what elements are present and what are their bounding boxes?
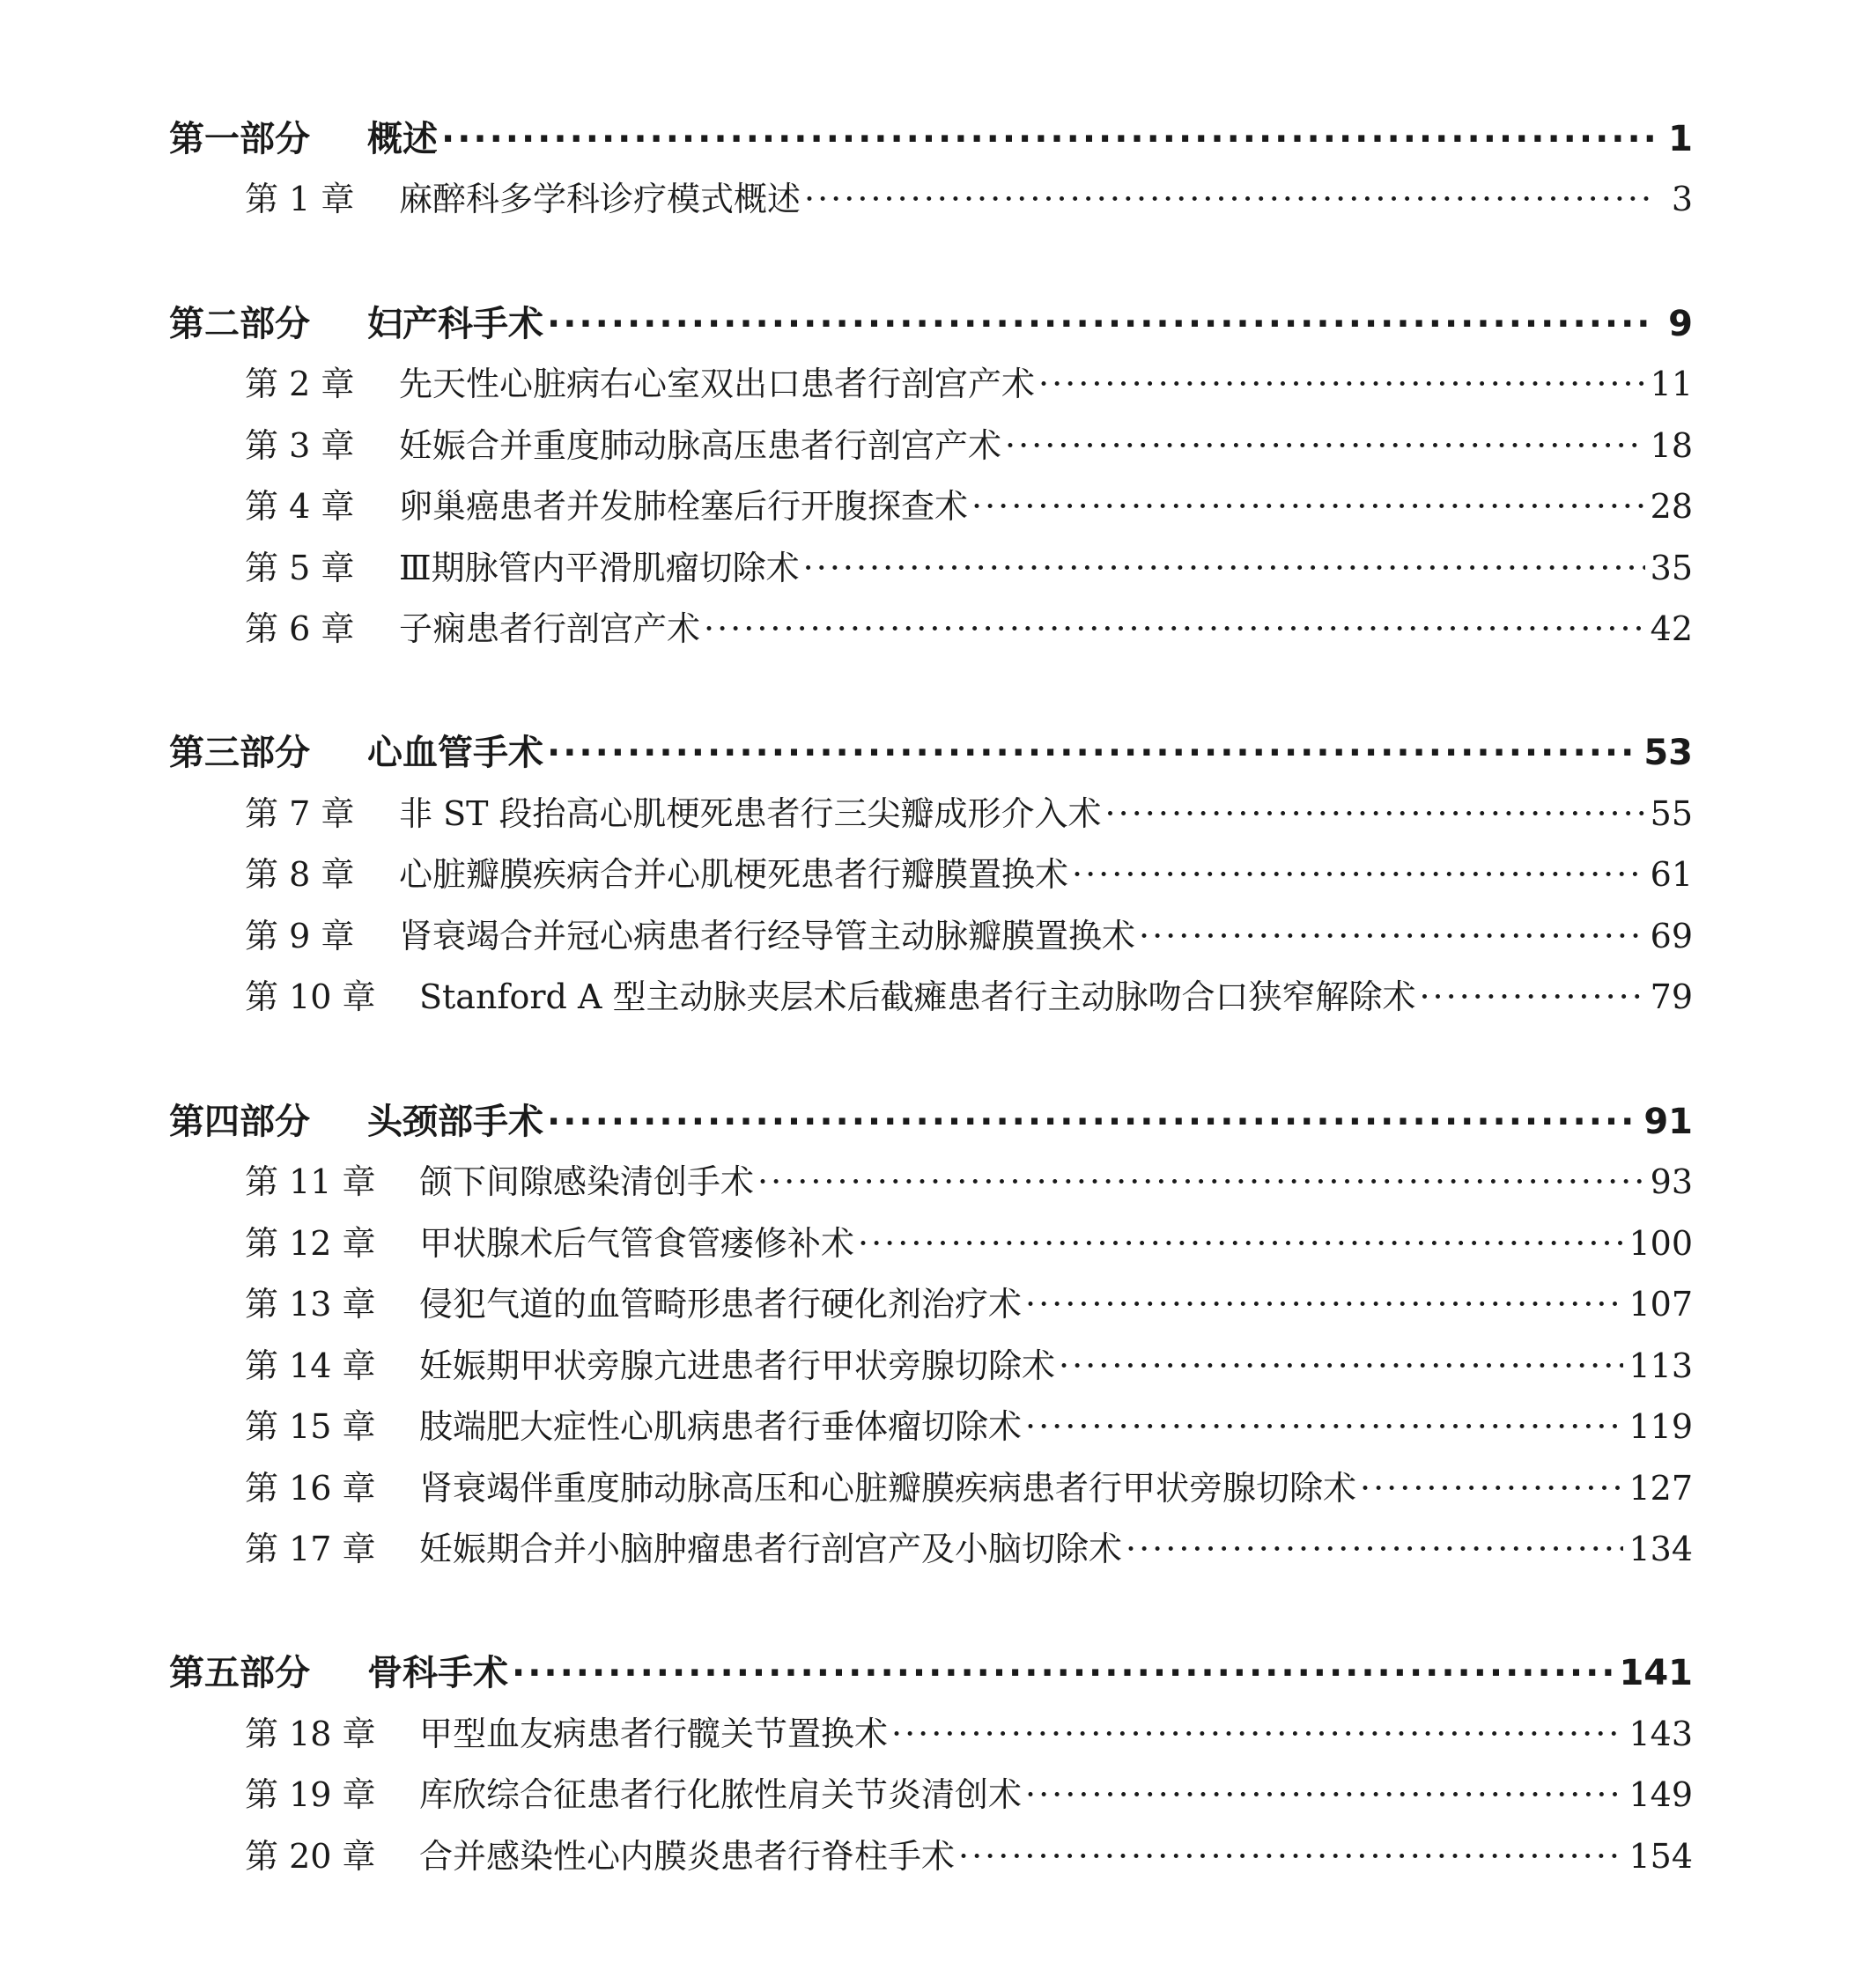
part-title: 妇产科手术 xyxy=(367,304,543,344)
toc-chapter-8[interactable] xyxy=(245,847,1693,896)
dot-leader xyxy=(547,304,1656,344)
dot-leader xyxy=(971,487,1645,526)
part-title: 概述 xyxy=(367,119,438,159)
toc-chapter-17[interactable] xyxy=(245,1522,1693,1571)
part-label: 第一部分 xyxy=(169,119,310,159)
chapter-title: 甲状腺术后气管食管瘘修补术 xyxy=(419,1224,855,1263)
page-number: 55 xyxy=(1650,794,1693,833)
chapter-title: 肢端肥大症性心肌病患者行垂体瘤切除术 xyxy=(419,1407,1023,1446)
dot-leader xyxy=(1005,426,1645,465)
chapter-label: 第 1 章 xyxy=(245,180,355,218)
toc-chapter-7[interactable] xyxy=(245,786,1693,836)
dot-leader xyxy=(1025,1775,1623,1814)
page-number: 143 xyxy=(1629,1715,1693,1753)
page-number: 91 xyxy=(1643,1102,1693,1142)
page-number: 154 xyxy=(1629,1837,1693,1876)
toc-chapter-20[interactable] xyxy=(245,1829,1693,1878)
chapter-label: 第 13 章 xyxy=(245,1285,376,1324)
chapter-title: Ⅲ期脉管内平滑肌瘤切除术 xyxy=(399,549,800,587)
chapter-label: 第 9 章 xyxy=(245,917,355,955)
toc-chapter-18[interactable] xyxy=(245,1707,1693,1756)
toc-chapter-6[interactable] xyxy=(245,601,1693,651)
part-label: 第五部分 xyxy=(169,1653,310,1693)
page-number: 18 xyxy=(1650,426,1693,465)
chapter-label: 第 3 章 xyxy=(245,426,355,465)
page-number: 42 xyxy=(1650,609,1693,648)
page-number: 53 xyxy=(1643,733,1693,773)
page-number: 134 xyxy=(1629,1530,1693,1568)
chapter-label: 第 6 章 xyxy=(245,609,355,648)
dot-leader xyxy=(958,1837,1623,1876)
dot-leader xyxy=(547,733,1638,773)
dot-leader xyxy=(757,1162,1645,1201)
dot-leader xyxy=(1038,365,1645,403)
dot-leader xyxy=(1126,1530,1623,1568)
dot-leader xyxy=(1025,1285,1623,1324)
chapter-label: 第 12 章 xyxy=(245,1224,376,1263)
page-number: 61 xyxy=(1650,855,1693,894)
page-number: 127 xyxy=(1629,1469,1693,1508)
page-number: 149 xyxy=(1629,1775,1693,1814)
toc-part-2[interactable] xyxy=(169,296,1693,345)
toc-chapter-11[interactable] xyxy=(245,1154,1693,1204)
part-title: 头颈部手术 xyxy=(367,1102,543,1142)
dot-leader xyxy=(1419,977,1644,1016)
chapter-label: 第 20 章 xyxy=(245,1837,376,1876)
page-number: 79 xyxy=(1650,977,1693,1016)
chapter-title: 肾衰竭合并冠心病患者行经导管主动脉瓣膜置换术 xyxy=(399,917,1136,955)
chapter-title: 卵巢癌患者并发肺栓塞后行开腹探查术 xyxy=(399,487,969,526)
dot-leader xyxy=(512,1653,1614,1693)
chapter-title: Stanford A 型主动脉夹层术后截瘫患者行主动脉吻合口狭窄解除术 xyxy=(419,977,1416,1016)
page-number: 28 xyxy=(1650,487,1693,526)
page-number: 35 xyxy=(1650,549,1693,587)
toc-part-5[interactable] xyxy=(169,1645,1693,1694)
dot-leader xyxy=(1072,855,1645,894)
page-number: 119 xyxy=(1629,1407,1693,1446)
page-number: 100 xyxy=(1629,1224,1693,1263)
page-number: 11 xyxy=(1650,365,1693,403)
chapter-title: 侵犯气道的血管畸形患者行硬化剂治疗术 xyxy=(419,1285,1023,1324)
chapter-title: 合并感染性心内膜炎患者行脊柱手术 xyxy=(419,1837,956,1876)
chapter-label: 第 18 章 xyxy=(245,1715,376,1753)
chapter-label: 第 14 章 xyxy=(245,1346,376,1385)
part-label: 第四部分 xyxy=(169,1102,310,1142)
chapter-title: 甲型血友病患者行髋关节置换术 xyxy=(419,1715,889,1753)
toc-part-3[interactable] xyxy=(169,725,1693,774)
dot-leader xyxy=(1025,1407,1623,1446)
chapter-label: 第 10 章 xyxy=(245,977,376,1016)
dot-leader xyxy=(891,1715,1623,1753)
part-title: 骨科手术 xyxy=(367,1653,508,1693)
toc-chapter-15[interactable] xyxy=(245,1399,1693,1449)
dot-leader xyxy=(1059,1346,1623,1385)
dot-leader xyxy=(441,119,1656,159)
toc-part-1[interactable] xyxy=(169,111,1693,160)
toc-chapter-12[interactable] xyxy=(245,1216,1693,1265)
page-number: 1 xyxy=(1668,119,1693,159)
chapter-label: 第 4 章 xyxy=(245,487,355,526)
toc-chapter-1[interactable] xyxy=(245,172,1693,221)
dot-leader xyxy=(804,180,1656,218)
chapter-label: 第 17 章 xyxy=(245,1530,376,1568)
chapter-title: 子痫患者行剖宫产术 xyxy=(399,609,701,648)
toc-part-4[interactable] xyxy=(169,1094,1693,1143)
page-number: 69 xyxy=(1650,917,1693,955)
page-number: 141 xyxy=(1619,1653,1693,1693)
toc-chapter-3[interactable] xyxy=(245,418,1693,468)
dot-leader xyxy=(1105,794,1645,833)
page-number: 113 xyxy=(1629,1346,1693,1385)
dot-leader xyxy=(1139,917,1645,955)
chapter-title: 妊娠期甲状旁腺亢进患者行甲状旁腺切除术 xyxy=(419,1346,1056,1385)
chapter-label: 第 7 章 xyxy=(245,794,355,833)
chapter-label: 第 15 章 xyxy=(245,1407,376,1446)
chapter-title: 麻醉科多学科诊疗模式概述 xyxy=(399,180,801,218)
toc-chapter-13[interactable] xyxy=(245,1277,1693,1326)
page-number: 9 xyxy=(1668,304,1693,344)
page-number: 93 xyxy=(1650,1162,1693,1201)
toc-chapter-4[interactable] xyxy=(245,479,1693,528)
page-number: 107 xyxy=(1629,1285,1693,1324)
toc-chapter-5[interactable] xyxy=(245,541,1693,590)
page-number: 3 xyxy=(1671,180,1693,218)
chapter-title: 颌下间隙感染清创手术 xyxy=(419,1162,755,1201)
chapter-title: 非 ST 段抬高心肌梗死患者行三尖瓣成形介入术 xyxy=(399,794,1102,833)
chapter-label: 第 16 章 xyxy=(245,1469,376,1508)
chapter-title: 妊娠期合并小脑肿瘤患者行剖宫产及小脑切除术 xyxy=(419,1530,1123,1568)
part-title: 心血管手术 xyxy=(367,733,543,773)
toc-chapter-16[interactable] xyxy=(245,1461,1693,1510)
chapter-label: 第 8 章 xyxy=(245,855,355,894)
chapter-label: 第 11 章 xyxy=(245,1162,376,1201)
chapter-title: 心脏瓣膜疾病合并心肌梗死患者行瓣膜置换术 xyxy=(399,855,1069,894)
dot-leader xyxy=(547,1102,1638,1142)
chapter-title: 肾衰竭伴重度肺动脉高压和心脏瓣膜疾病患者行甲状旁腺切除术 xyxy=(419,1469,1357,1508)
chapter-title: 库欣综合征患者行化脓性肩关节炎清创术 xyxy=(419,1775,1023,1814)
dot-leader xyxy=(803,549,1645,587)
dot-leader xyxy=(704,609,1645,648)
part-label: 第三部分 xyxy=(169,733,310,773)
chapter-label: 第 5 章 xyxy=(245,549,355,587)
chapter-label: 第 2 章 xyxy=(245,365,355,403)
chapter-title: 先天性心脏病右心室双出口患者行剖宫产术 xyxy=(399,365,1036,403)
toc-chapter-10[interactable] xyxy=(245,970,1693,1019)
dot-leader xyxy=(858,1224,1623,1263)
toc-chapter-14[interactable] xyxy=(245,1339,1693,1388)
chapter-title: 妊娠合并重度肺动脉高压患者行剖宫产术 xyxy=(399,426,1002,465)
part-label: 第二部分 xyxy=(169,304,310,344)
toc-chapter-9[interactable] xyxy=(245,909,1693,958)
dot-leader xyxy=(1360,1469,1623,1508)
chapter-label: 第 19 章 xyxy=(245,1775,376,1814)
toc-chapter-2[interactable] xyxy=(245,357,1693,406)
toc-chapter-19[interactable] xyxy=(245,1767,1693,1817)
